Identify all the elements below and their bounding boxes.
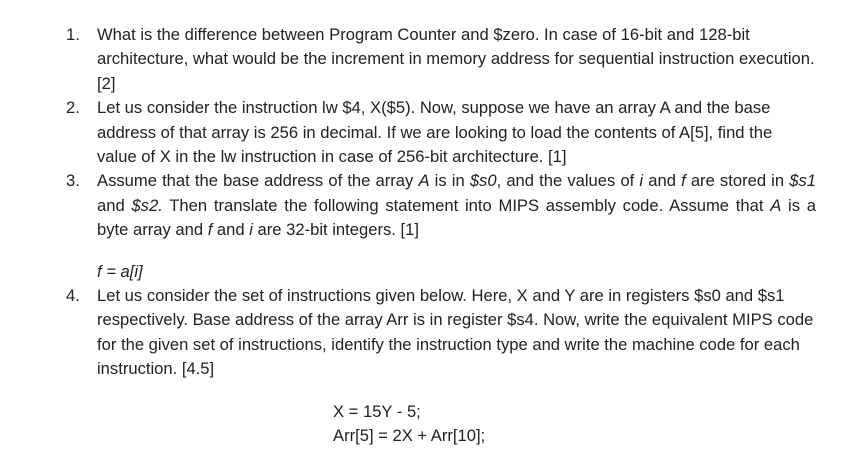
question-3 [66, 169, 816, 284]
text-run: Assume that the base address of the array [97, 171, 419, 191]
variable: f [681, 171, 686, 191]
question-text: Let us consider the set of instructions given below. Here, X and Y are in registers $s0 and $s1 respectively. Base address of the array Arr is in register $s4. Now, write the equivalent MIPS code for the given set of instructions, identify the instruction type and write the machine code for each instruction. [4.5] [97, 286, 814, 379]
question-number: 1. [66, 25, 80, 44]
variable: f [207, 220, 213, 240]
variable: i [639, 171, 644, 191]
text-run: are stored in [685, 171, 790, 191]
question-number: 4. [66, 286, 80, 306]
code-line: X = 15Y - 5; [333, 401, 421, 421]
variable: $s1 [789, 171, 816, 191]
text-run: Then translate the following statement into MIPS assembly code. Assume that [162, 195, 771, 215]
variable: $s0 [469, 171, 497, 191]
code-block [97, 400, 816, 449]
question-text: What is the difference between Program Counter and $zero. In case of 16-bit and 128-bit architecture, what would be the increment in memory address for sequential instruction execution. [2] [97, 25, 815, 93]
question-text [97, 169, 816, 242]
text-run: and [643, 171, 682, 191]
text-run: and [212, 220, 250, 240]
question-number: 3. [66, 171, 80, 191]
variable: $s2. [131, 195, 163, 215]
code-line: Arr[5] = 2X + Arr[10]; [333, 426, 486, 446]
question-1 [66, 23, 816, 96]
formula: f = a[i] [97, 261, 143, 281]
question-2 [66, 96, 816, 169]
question-4 [66, 284, 816, 448]
question-list [66, 23, 816, 449]
text-run: , and the values of [496, 171, 640, 191]
text-run: and [97, 195, 132, 215]
question-text: Let us consider the instruction lw $4, X($5). Now, suppose we have an array A and the base address of that array is 256 in decimal. If we are looking to load the contents of A[5], find the value of X in the lw instruction in case of 256-bit architecture. [1] [97, 98, 773, 167]
spacer [97, 243, 816, 260]
variable: A [418, 171, 430, 191]
variable: A [770, 195, 782, 215]
question-number: 2. [66, 98, 80, 118]
text-run: are 32-bit integers. [1] [252, 220, 419, 240]
variable: i [249, 220, 253, 240]
text-run: is a byte array and [97, 195, 816, 240]
text-run: is in [429, 171, 470, 191]
